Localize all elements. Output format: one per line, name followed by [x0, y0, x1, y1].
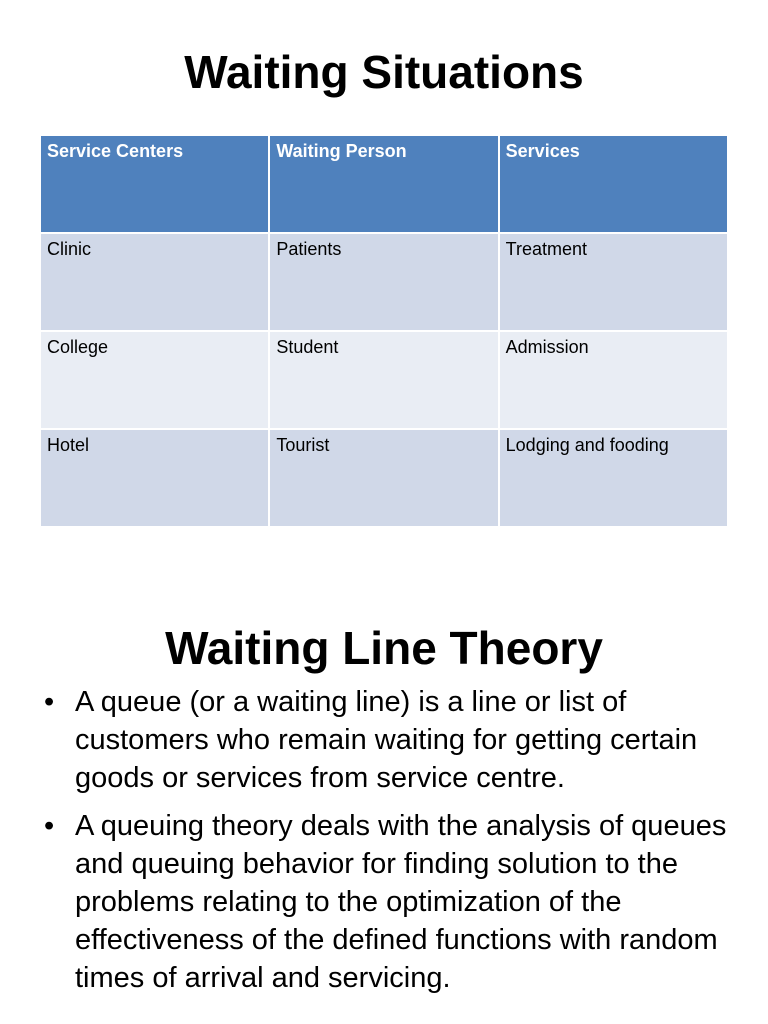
table-row — [40, 331, 728, 429]
table-row — [40, 233, 728, 331]
list-item — [44, 683, 734, 797]
table-cell: Hotel — [40, 429, 269, 527]
slide-title-waiting-line-theory: Waiting Line Theory — [165, 622, 603, 674]
table-cell: Student — [269, 331, 498, 429]
table-cell: Tourist — [269, 429, 498, 527]
table-row — [40, 429, 728, 527]
theory-bullet-list — [44, 683, 734, 1007]
table-cell: Treatment — [499, 233, 728, 331]
table-cell: Lodging and fooding — [499, 429, 728, 527]
table-cell: Patients — [269, 233, 498, 331]
bullet-icon: • — [44, 810, 55, 842]
table-cell: Admission — [499, 331, 728, 429]
header-cell: Service Centers — [40, 135, 269, 233]
table-cell: Clinic — [40, 233, 269, 331]
table-header-row — [40, 135, 728, 233]
table-cell: College — [40, 331, 269, 429]
bullet-text: A queuing theory deals with the analysis of queues and queuing behavior for finding solution to the problems relating to the optimization of the effectiveness of the defined functions with random times of arrival and servicing. — [75, 810, 727, 994]
list-item — [44, 807, 734, 997]
bullet-icon: • — [44, 686, 55, 718]
header-cell: Waiting Person — [269, 135, 498, 233]
waiting-situations-table — [39, 134, 729, 528]
header-cell: Services — [499, 135, 728, 233]
bullet-text: A queue (or a waiting line) is a line or list of customers who remain waiting for getting certain goods or services from service centre. — [75, 686, 698, 794]
slide-title-waiting-situations: Waiting Situations — [184, 46, 584, 98]
